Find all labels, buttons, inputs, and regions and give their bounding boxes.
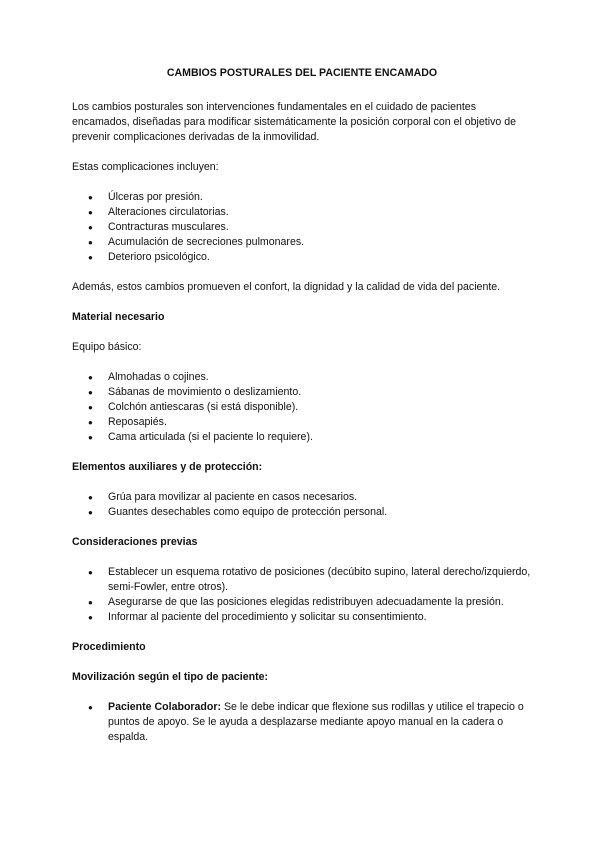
procedure-item-label: Paciente Colaborador: (108, 701, 222, 713)
complications-list (72, 190, 532, 265)
procedure-item-text: Se le debe indicar que flexione sus rodillas y utilice el trapecio o puntos de apoyo. Se le ayuda a desplazarse mediante apoyo manual en la cadera o espalda. (108, 701, 524, 743)
list-item: ● Grúa para movilizar al paciente en casos necesarios. (72, 490, 532, 505)
list-item: ● Almohadas o cojines. (72, 370, 532, 385)
list-item: ● Establecer un esquema rotativo de posiciones (decúbito supino, lateral derecho/izquierdo, semi-Fowler, entre otros). (72, 565, 532, 595)
material-heading: Material necesario (72, 311, 165, 323)
list-item: ● Reposapiés. (72, 415, 532, 430)
list-item: ● Guantes desechables como equipo de protección personal. (72, 505, 532, 520)
list-item: ● Colchón antiescaras (si está disponible). (72, 400, 532, 415)
list-item: ● Acumulación de secreciones pulmonares. (72, 235, 532, 250)
document-title: CAMBIOS POSTURALES DEL PACIENTE ENCAMADO (166, 67, 438, 79)
list-item: ● Úlceras por presión. (72, 190, 532, 205)
list-item: ● Asegurarse de que las posiciones elegidas redistribuyen adecuadamente la presión. (72, 595, 532, 610)
benefits-paragraph: Además, estos cambios promueven el confort, la dignidad y la calidad de vida del paciente. (72, 281, 501, 293)
list-item (72, 700, 532, 745)
aux-elements-list (72, 490, 532, 520)
list-item: ● Informar al paciente del procedimiento y solicitar su consentimiento. (72, 610, 532, 625)
list-item: ● Deterioro psicológico. (72, 250, 532, 265)
procedure-heading: Procedimiento (72, 641, 146, 653)
considerations-heading: Consideraciones previas (72, 536, 198, 548)
procedure-subheading: Movilización según el tipo de paciente: (72, 671, 269, 683)
intro-paragraph: Los cambios posturales son intervenciones fundamentales en el cuidado de pacientes encamados, diseñadas para modificar sistemáticamente la posición corporal con el objetivo de prevenir complicaciones derivadas de la inmovilidad. (72, 101, 517, 143)
basic-equipment-list (72, 370, 532, 445)
considerations-list (72, 565, 532, 625)
basic-equipment-lead: Equipo básico: (72, 341, 142, 353)
complications-lead: Estas complicaciones incluyen: (72, 161, 219, 173)
list-item: ● Contracturas musculares. (72, 220, 532, 235)
procedure-list (72, 700, 532, 745)
aux-elements-heading: Elementos auxiliares y de protección: (72, 461, 263, 473)
list-item: ● Sábanas de movimiento o deslizamiento. (72, 385, 532, 400)
document-content (72, 66, 532, 760)
list-item: ● Alteraciones circulatorias. (72, 205, 532, 220)
list-item: ● Cama articulada (si el paciente lo requiere). (72, 430, 532, 445)
